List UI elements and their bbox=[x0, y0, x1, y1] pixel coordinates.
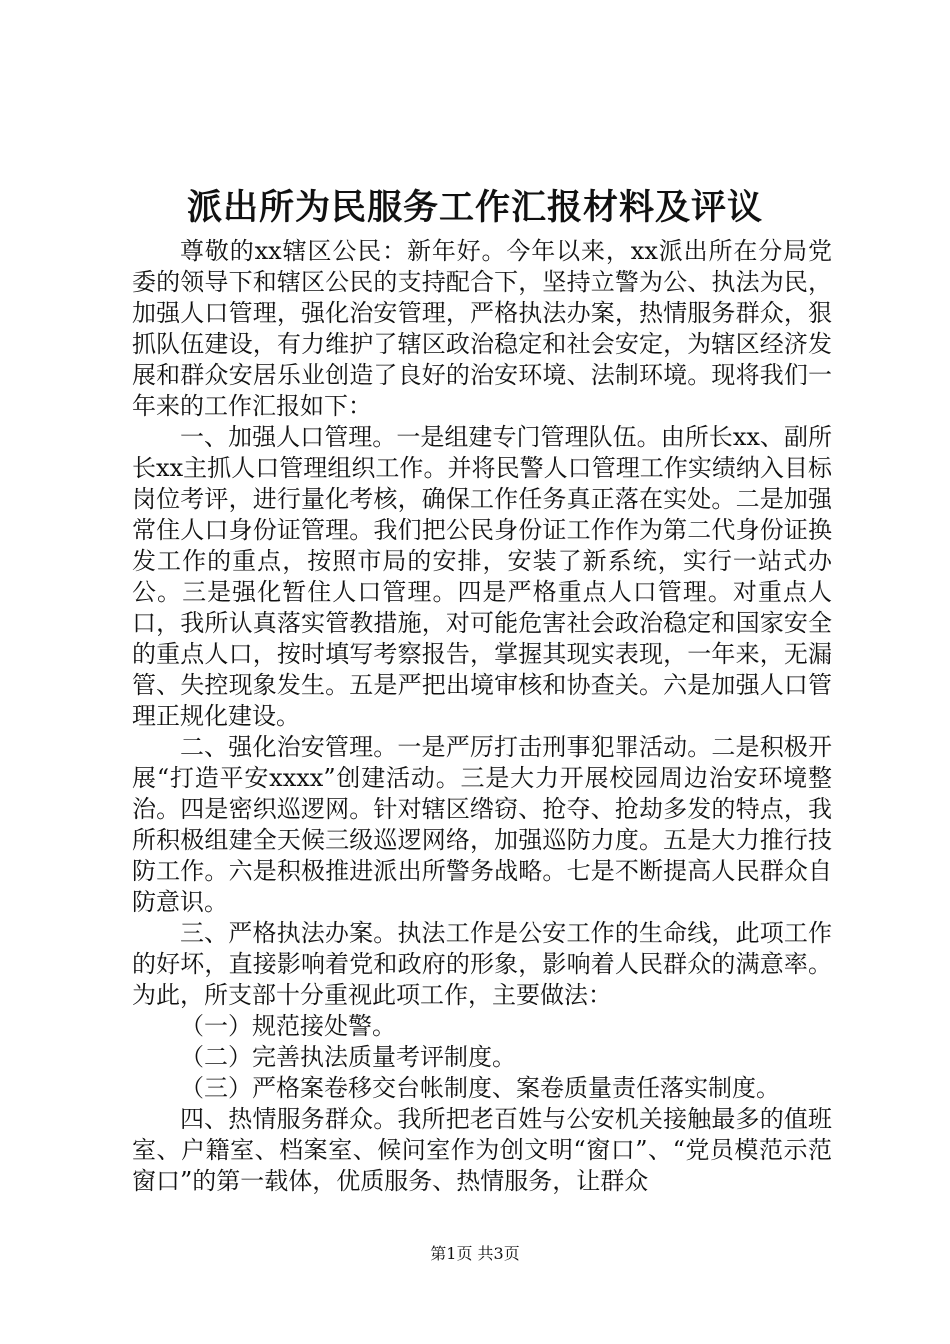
document-title: 派出所为民服务工作汇报材料及评议 bbox=[186, 187, 763, 228]
paragraph-population-management: 一、加强人口管理。一是组建专门管理队伍。由所长xx、副所长xx主抓人口管理组织工作。并将民警人口管理工作实绩纳入目标岗位考评，进行量化考核，确保工作任务真正落在实处。二是加强常住人口身份证管理。我们把公民身份证工作作为第二代身份证换发工作的重点，按照市局的安排，安装了新系统，实行一站式办公。三是强化暂住人口管理。四是严格重点人口管理。对重点人口，我所认真落实管教措施，对可能危害社会政治稳定和国家安全的重点人口，按时填写考察报告，掌握其现实表现，一年来，无漏管、失控现象发生。五是严把出境审核和协查关。六是加强人口管理正规化建设。 bbox=[132, 423, 832, 730]
paragraph-item-3: （三）严格案卷移交台帐制度、案卷质量责任落实制度。 bbox=[180, 1074, 780, 1102]
page-footer: 第1页 共3页 bbox=[430, 1244, 520, 1263]
paragraph-item-1: （一）规范接处警。 bbox=[180, 1012, 396, 1040]
paragraph-item-2: （二）完善执法质量考评制度。 bbox=[180, 1043, 516, 1071]
paragraph-public-security: 二、强化治安管理。一是严厉打击刑事犯罪活动。二是积极开展“打造平安xxxx”创建活动。三是大力开展校园周边治安环境整治。四是密织巡逻网。针对辖区绺窃、抢夺、抢劫多发的特点，我所积极组建全天候三级巡逻网络，加强巡防力度。五是大力推行技防工作。六是积极推进派出所警务战略。七是不断提高人民群众自防意识。 bbox=[132, 733, 832, 916]
paragraph-greeting: 尊敬的xx辖区公民：新年好。今年以来，xx派出所在分局党委的领导下和辖区公民的支持配合下，坚持立警为公、执法为民，加强人口管理，强化治安管理，严格执法办案，热情服务群众，狠抓队伍建设，有力维护了辖区政治稳定和社会安定，为辖区经济发展和群众安居乐业创造了良好的治安环境、法制环境。现将我们一年来的工作汇报如下： bbox=[132, 237, 832, 420]
paragraph-serve-masses: 四、热情服务群众。我所把老百姓与公安机关接触最多的值班室、户籍室、档案室、候问室作为创文明“窗口”、“党员模范示范窗口”的第一载体，优质服务、热情服务，让群众 bbox=[132, 1105, 832, 1195]
paragraph-law-enforcement: 三、严格执法办案。执法工作是公安工作的生命线，此项工作的好坏，直接影响着党和政府的形象，影响着人民群众的满意率。为此，所支部十分重视此项工作，主要做法： bbox=[132, 919, 832, 1009]
document-body bbox=[132, 236, 832, 1197]
